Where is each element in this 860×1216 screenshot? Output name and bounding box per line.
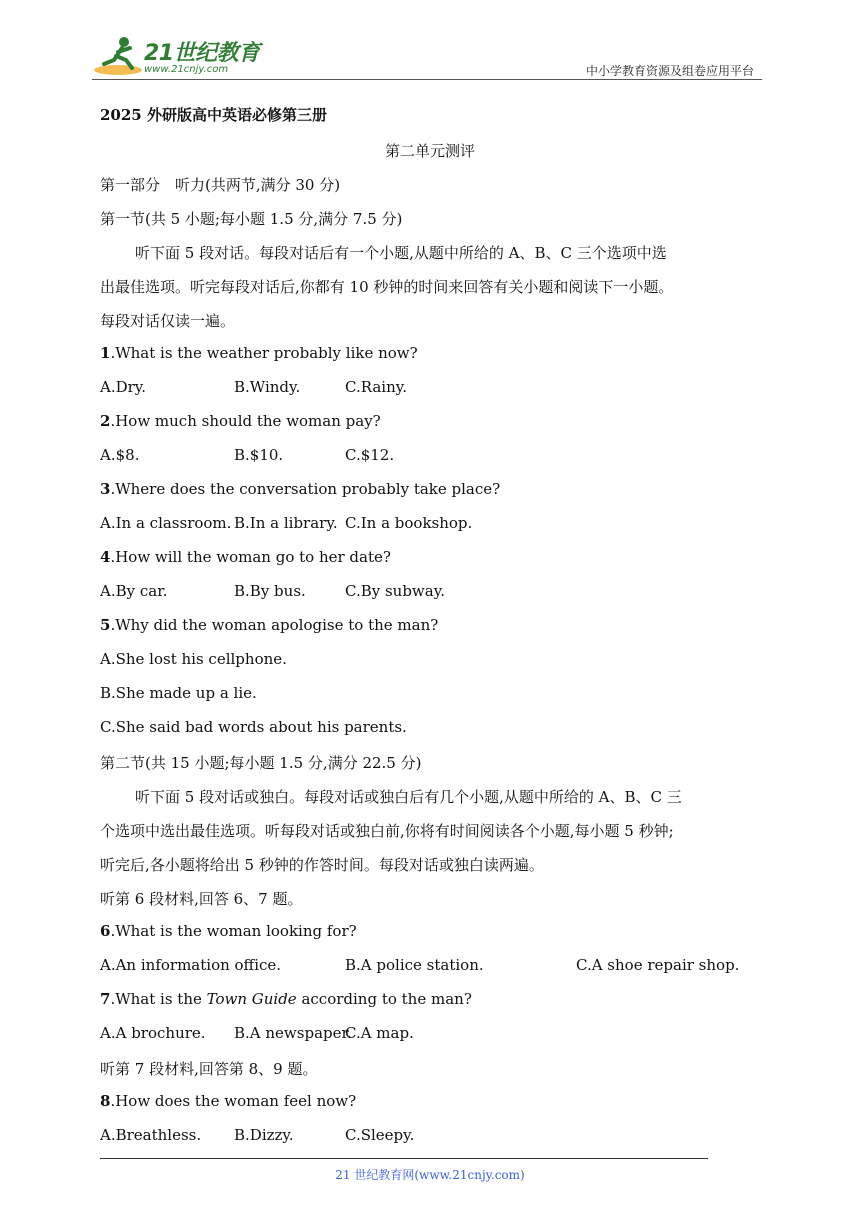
question-number: 5 (100, 616, 111, 634)
question-number: 2 (100, 412, 111, 430)
header-tagline: 中小学教育资源及组卷应用平台 (585, 64, 754, 78)
site-logo (92, 34, 262, 80)
part-heading: 第一部分 听力(共两节,满分 30 分) (100, 176, 341, 194)
instruction-line: 听下面 5 段对话。每段对话后有一个小题,从题中所给的 A、B、C 三个选项中选 (135, 244, 667, 262)
section-heading: 第一节(共 5 小题;每小题 1.5 分,满分 7.5 分) (100, 210, 403, 228)
logo-url: www.21cnjy.com (144, 64, 229, 75)
question-text: .Why did the woman apologise to the man? (110, 616, 439, 634)
question-8 (100, 1092, 356, 1110)
option-c: C.In a bookshop. (345, 514, 473, 532)
unit-title: 第二单元测评 (384, 142, 475, 160)
option-c: C.Rainy. (345, 378, 407, 396)
option-a: A.She lost his cellphone. (100, 650, 287, 668)
question-text: .How much should the woman pay? (110, 412, 381, 430)
question-text: .How does the woman feel now? (110, 1092, 357, 1110)
option-b: B.A police station. (345, 956, 484, 974)
section-heading: 第二节(共 15 小题;每小题 1.5 分,满分 22.5 分) (100, 754, 422, 772)
option-c: C.Sleepy. (345, 1126, 415, 1144)
option-b: B.A newspaper. (234, 1024, 352, 1042)
option-a: A.Breathless. (100, 1126, 202, 1144)
question-7 (100, 990, 472, 1008)
question-6 (100, 922, 357, 940)
option-b: B.She made up a lie. (100, 684, 257, 702)
question-number: 4 (100, 548, 111, 566)
question-text: .What is the weather probably like now? (110, 344, 418, 362)
question-number: 1 (100, 344, 111, 362)
question-text: .What is the (110, 990, 207, 1008)
question-text: .Where does the conversation probably take place? (110, 480, 501, 498)
instruction-line: 听下面 5 段对话或独白。每段对话或独白后有几个小题,从题中所给的 A、B、C 三 (135, 788, 682, 806)
option-c: C.$12. (345, 446, 395, 464)
option-b: B.In a library. (234, 514, 338, 532)
question-number: 8 (100, 1092, 111, 1110)
question-4 (100, 548, 391, 566)
option-a: A.An information office. (100, 956, 282, 974)
option-c: C.A map. (345, 1024, 414, 1042)
option-b: B.Windy. (234, 378, 301, 396)
option-a: A.Dry. (100, 378, 147, 396)
option-b: B.$10. (234, 446, 284, 464)
option-c: C.She said bad words about his parents. (100, 718, 407, 736)
document-title: 2025 外研版高中英语必修第三册 (100, 106, 327, 124)
logo-text: 21世纪教育 (144, 41, 260, 66)
option-a: A.In a classroom. (100, 514, 232, 532)
page-footer: 21 世纪教育网(www.21cnjy.com) (335, 1168, 525, 1182)
question-5 (100, 616, 438, 634)
question-text-italic: Town Guide (206, 990, 297, 1008)
instruction-line: 听完后,各小题将给出 5 秒钟的作答时间。每段对话或独白读两遍。 (100, 856, 544, 874)
option-b: B.By bus. (234, 582, 306, 600)
header-divider (92, 79, 762, 80)
instruction-line: 个选项中选出最佳选项。听每段对话或独白前,你将有时间阅读各个小题,每小题 5 秒钟; (100, 822, 674, 840)
material-heading: 听第 7 段材料,回答第 8、9 题。 (100, 1060, 318, 1078)
question-1 (100, 344, 418, 362)
question-2 (100, 412, 381, 430)
instruction-line: 每段对话仅读一遍。 (100, 312, 236, 330)
option-a: A.A brochure. (100, 1024, 206, 1042)
question-text: according to the man? (296, 990, 472, 1008)
page-header (92, 30, 762, 80)
option-c: C.By subway. (345, 582, 445, 600)
option-a: A.$8. (100, 446, 140, 464)
question-number: 7 (100, 990, 111, 1008)
runner-icon (92, 34, 142, 78)
question-text: .How will the woman go to her date? (110, 548, 391, 566)
instruction-line: 出最佳选项。听完每段对话后,你都有 10 秒钟的时间来回答有关小题和阅读下一小题。 (100, 278, 674, 296)
option-b: B.Dizzy. (234, 1126, 294, 1144)
question-number: 6 (100, 922, 111, 940)
option-c: C.A shoe repair shop. (576, 956, 740, 974)
question-number: 3 (100, 480, 111, 498)
footer-divider (100, 1158, 708, 1159)
question-3 (100, 480, 500, 498)
option-a: A.By car. (100, 582, 168, 600)
material-heading: 听第 6 段材料,回答 6、7 题。 (100, 890, 303, 908)
question-text: .What is the woman looking for? (110, 922, 357, 940)
